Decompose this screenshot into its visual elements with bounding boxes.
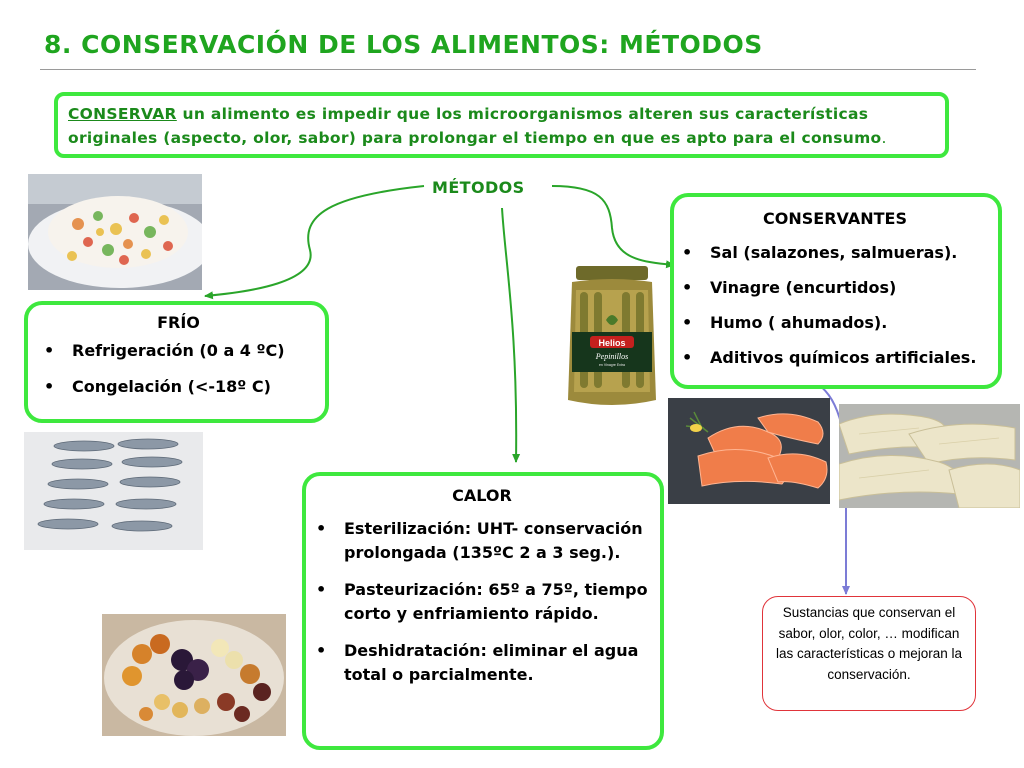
list-item: • Deshidratación: eliminar el agua total o parcialmente. — [314, 639, 650, 687]
arrow-to-calor — [502, 208, 516, 462]
calor-heading: CALOR — [452, 486, 512, 505]
aditivos-note-box: Sustancias que conservan el sabor, olor, color, … modifican las características o mejoran la conservación. — [762, 596, 976, 711]
frozen-vegetables-photo — [28, 174, 202, 290]
frio-box — [24, 301, 329, 423]
jar-brand-label: Helios — [598, 338, 626, 348]
frozen-fish-photo — [24, 432, 203, 550]
jar-product-label: Pepinillos — [595, 352, 629, 361]
list-item: • Congelación (<-18º C) — [42, 376, 315, 398]
conservantes-list — [680, 242, 990, 369]
smoked-salmon-photo — [668, 398, 830, 504]
list-item: • Esterilización: UHT- conservación prolongada (135ºC 2 a 3 seg.). — [314, 517, 650, 565]
dried-fruit-photo — [102, 614, 286, 736]
jar-subtitle-label: en Vinagre Extra — [598, 363, 626, 367]
calor-box — [302, 472, 664, 750]
list-item: • Humo ( ahumados). — [680, 312, 990, 334]
pickle-jar-photo — [562, 262, 662, 410]
calor-list — [314, 517, 650, 687]
conservantes-box — [670, 193, 1002, 389]
conservantes-heading: CONSERVANTES — [763, 209, 907, 228]
definition-text: un alimento es impedir que los microorganismos alteren sus características originales (aspecto, olor, sabor) para prolongar el tiempo en que es apto para el consumo — [68, 105, 882, 147]
frio-list — [42, 340, 315, 398]
list-item: • Pasteurización: 65º a 75º, tiempo corto y enfriamiento rápido. — [314, 578, 650, 626]
definition-period: . — [881, 129, 887, 147]
arrow-to-conservantes — [552, 186, 674, 265]
list-item: • Refrigeración (0 a 4 ºC) — [42, 340, 315, 362]
frio-heading: FRÍO — [157, 313, 200, 332]
list-item: • Aditivos químicos artificiales. — [680, 347, 990, 369]
methods-label: MÉTODOS — [432, 178, 525, 197]
definition-keyword: CONSERVAR — [68, 105, 177, 123]
salted-cod-photo — [839, 404, 1020, 508]
list-item: • Vinagre (encurtidos) — [680, 277, 990, 299]
arrow-to-frio — [205, 186, 424, 296]
slide-title: 8. CONSERVACIÓN DE LOS ALIMENTOS: MÉTODOS — [44, 30, 763, 59]
list-item: • Sal (salazones, salmueras). — [680, 242, 990, 264]
